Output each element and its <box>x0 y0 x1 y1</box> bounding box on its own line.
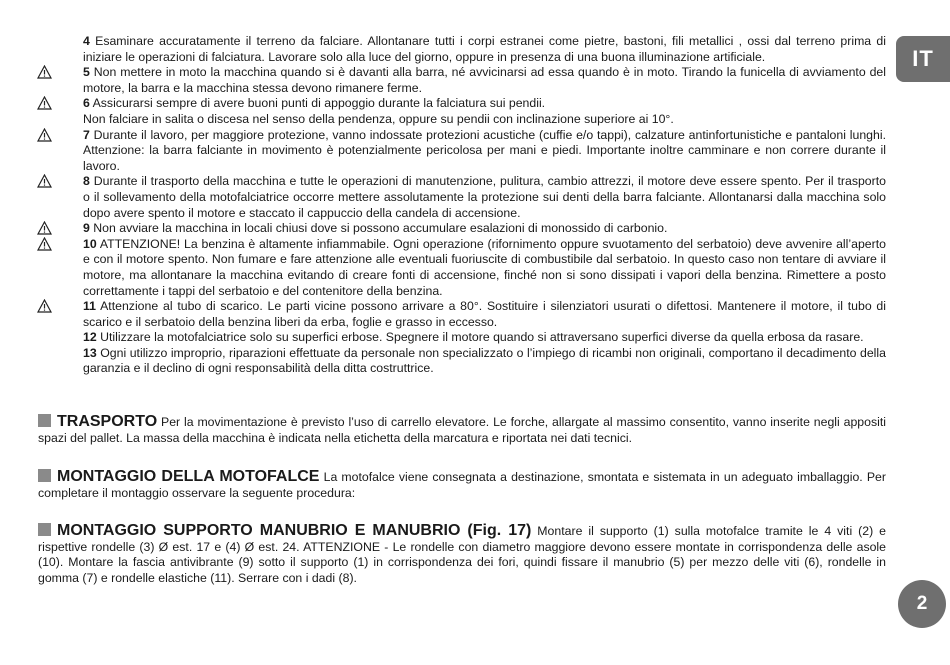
item-text: Esaminare accuratamente il terreno da falciare. Allontanare tutti i corpi estranei come pietre, bastoni, fili metallici , ossi dal terreno prima di iniziare le operazioni di falciatura. Lavorare solo alla luce del giorno, oppure in presenza di una buona illuminazione artificiale. <box>83 34 886 64</box>
language-tab: IT <box>896 36 950 82</box>
item-number: 6 <box>83 96 90 111</box>
item-text: Durante il trasporto della macchina e tutte le operazioni di manutenzione, pulitura, cambio attrezzi, il motore deve essere spento. Per il trasporto o il sollevamento della motofalciatrice occorre mettere assolutamente la protezione sui denti della barra falciante. Allontanarsi dalla macchina solo dopo avere spento il motore e staccato il cappuccio della candela di accensione. <box>83 174 886 220</box>
section-title: MONTAGGIO SUPPORTO MANUBRIO E MANUBRIO (Fig. 17) <box>57 522 532 539</box>
item-number: 4 <box>83 34 90 48</box>
safety-list <box>83 34 886 377</box>
item-text: Durante il lavoro, per maggiore protezione, vanno indossate protezioni acustiche (cuffie e/o tappi), calzature antinfortunistiche e pantaloni lunghi. Attenzione: la barra falciante in movimento è potenzialmente pericolosa per mani e piedi. Importante inoltre camminare e non correre durante il lavoro. <box>83 127 886 173</box>
list-item <box>83 237 886 299</box>
section-text: Per la movimentazione è previsto l’uso di carrello elevatore. Le forche, allargate al massimo consentito, vanno inserite negli appositi spazi del pallet. La massa della macchina è indicata nella etichetta della marcatura e riportata nei dati tecnici. <box>38 415 886 445</box>
page-number: 2 <box>898 580 946 628</box>
warning-triangle-icon <box>37 128 52 142</box>
list-item <box>83 299 886 330</box>
item-text: Assicurarsi sempre di avere buoni punti di appoggio durante la falciatura sui pendii. <box>89 96 546 111</box>
item-number: 9 <box>83 221 90 236</box>
warning-triangle-icon <box>37 221 52 235</box>
warning-triangle-icon <box>37 96 52 110</box>
section-title: MONTAGGIO DELLA MOTOFALCE <box>57 468 320 485</box>
warning-triangle-icon <box>37 174 52 188</box>
list-item <box>83 330 886 346</box>
section-transport <box>38 414 886 446</box>
list-item <box>83 174 886 221</box>
item-text: Ogni utilizzo improprio, riparazioni effettuate da personale non specializzato o l’impiego di ricambi non originali, comportano il decadimento della garanzia e il declino di ogni responsabilità della ditta costruttrice. <box>83 345 886 376</box>
list-item <box>83 96 886 127</box>
section-square-icon <box>38 523 51 536</box>
item-text-extra: Non falciare in salita o discesa nel senso della pendenza, oppure su pendii con inclinazione superiore ai 10°. <box>83 111 674 126</box>
warning-triangle-icon <box>37 237 52 251</box>
section-text: Montare il supporto (1) sulla motofalce tramite le 4 viti (2) e rispettive rondelle (3) Ø est. 17 e (4) Ø est. 24. ATTENZIONE - Le rondelle con diametro maggiore devono essere montate in corrispondenza delle asole (10). Montare la fascia antivibrante (9) sotto il supporto (1) in corrispondenza dei fori, quindi fissare il manubrio (5) per mezzo delle viti (6), rondelle in gomma (7) e rondelle elastiche (11). Serrare con i dadi (8). <box>38 524 886 585</box>
section-handlebar-assembly <box>38 523 886 586</box>
section-assembly <box>38 469 886 501</box>
list-item <box>83 65 886 96</box>
item-text: ATTENZIONE! La benzina è altamente infiammabile. Ogni operazione (rifornimento oppure svuotamento del serbatoio) deve avvenire all’aperto e con il motore spento. Non fumare e fare attenzione alle eventuali fuoriuscite di combustibile dal serbatoio. In questo caso non tentare di avviare il motore, ma allontanare la macchina evitando di creare fonti di accensione, finché non si sono dissipati i vapori della benzina. Rimettere a posto correttamente i tappi del serbatoio e del contenitore della benzina. <box>83 236 886 298</box>
section-title: TRASPORTO <box>57 413 158 430</box>
section-square-icon <box>38 469 51 482</box>
item-text: Non mettere in moto la macchina quando si è davanti alla barra, né avvicinarsi ad essa quando è in moto. Tirando la funicella di avviamento del motore, la barra e la macchina stessa devono rimanere ferme. <box>83 65 886 95</box>
list-item <box>83 221 886 237</box>
item-text: Attenzione al tubo di scarico. Le parti vicine possono arrivare a 80°. Sostituire i silenziatori usurati o difettosi. Mantenere il motore, il tubo di scarico e il serbatoio della benzina liberi da erba, foglie e grasso in eccesso. <box>83 299 886 329</box>
list-item <box>83 346 886 377</box>
item-number: 12 <box>83 330 97 345</box>
section-text: La motofalce viene consegnata a destinazione, smontata e sistemata in un adeguato imballaggio. Per completare il montaggio osservare la seguente procedura: <box>38 470 886 500</box>
item-number: 10 <box>83 236 97 251</box>
warning-triangle-icon <box>37 299 52 313</box>
item-number: 13 <box>83 345 97 360</box>
item-number: 5 <box>83 65 90 80</box>
item-number: 11 <box>83 299 96 314</box>
item-number: 7 <box>83 127 90 142</box>
item-text: Non avviare la macchina in locali chiusi dove si possono accumulare esalazioni di monossido di carbonio. <box>89 221 668 236</box>
list-item <box>83 128 886 175</box>
warning-triangle-icon <box>37 65 52 79</box>
item-number: 8 <box>83 174 90 189</box>
list-item <box>83 34 886 65</box>
section-square-icon <box>38 414 51 427</box>
item-text: Utilizzare la motofalciatrice solo su superfici erbose. Spegnere il motore quando si attraversano superfici diverse da quella erbosa da rasare. <box>96 330 864 345</box>
